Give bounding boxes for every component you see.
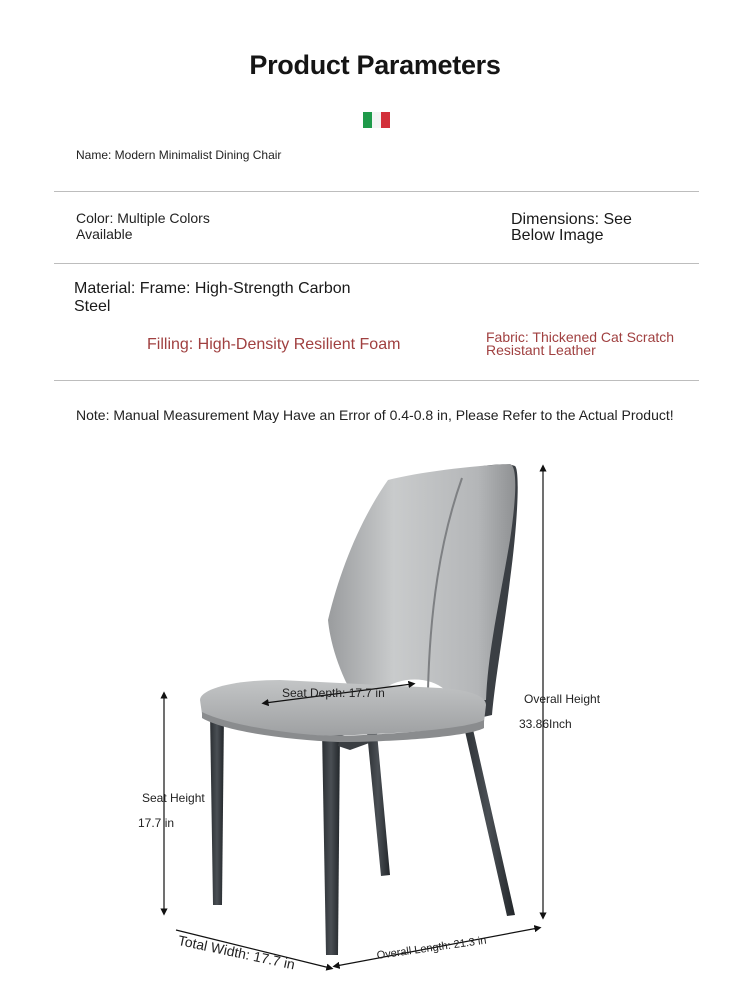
divider-2 [54, 263, 699, 264]
overall-length-label: Overall Length: 21.3 in [376, 934, 488, 962]
seat-depth-label: Seat Depth: 17.7 in [282, 686, 385, 700]
param-material: Material: Frame: High-Strength Carbon Steel [74, 280, 351, 315]
chair-leg-front-right [322, 730, 340, 955]
measurement-note: Note: Manual Measurement May Have an Error of 0.4-0.8 in, Please Refer to the Actual Product! [76, 407, 674, 423]
chair-illustration [0, 440, 750, 985]
param-fabric: Fabric: Thickened Cat Scratch Resistant Leather [486, 329, 675, 358]
param-filling: Filling: High-Density Resilient Foam [147, 336, 401, 353]
overall-height-label: Overall Height [524, 692, 601, 706]
page-title: Product Parameters [249, 50, 501, 80]
italy-flag-icon [363, 112, 390, 128]
flag-stripe-green [363, 112, 372, 128]
chair-backrest [328, 464, 515, 700]
seat-height-value: 17.7 in [138, 816, 175, 830]
chair-leg-back-right [462, 716, 515, 916]
chair-leg-back-left [366, 722, 390, 876]
seat-height-label: Seat Height [142, 791, 205, 805]
param-dimensions: Dimensions: See Below Image [511, 211, 632, 244]
flag-stripe-white [372, 112, 381, 128]
divider-1 [54, 191, 699, 192]
total-width-label: Total Width: 17.7 in [176, 932, 297, 973]
divider-3 [54, 380, 699, 381]
param-color: Color: Multiple Colors Available [76, 210, 210, 242]
chair-leg-front-left [210, 712, 224, 905]
overall-height-value: 33.86Inch [519, 717, 572, 731]
flag-stripe-red [381, 112, 390, 128]
param-name: Name: Modern Minimalist Dining Chair [76, 148, 282, 162]
